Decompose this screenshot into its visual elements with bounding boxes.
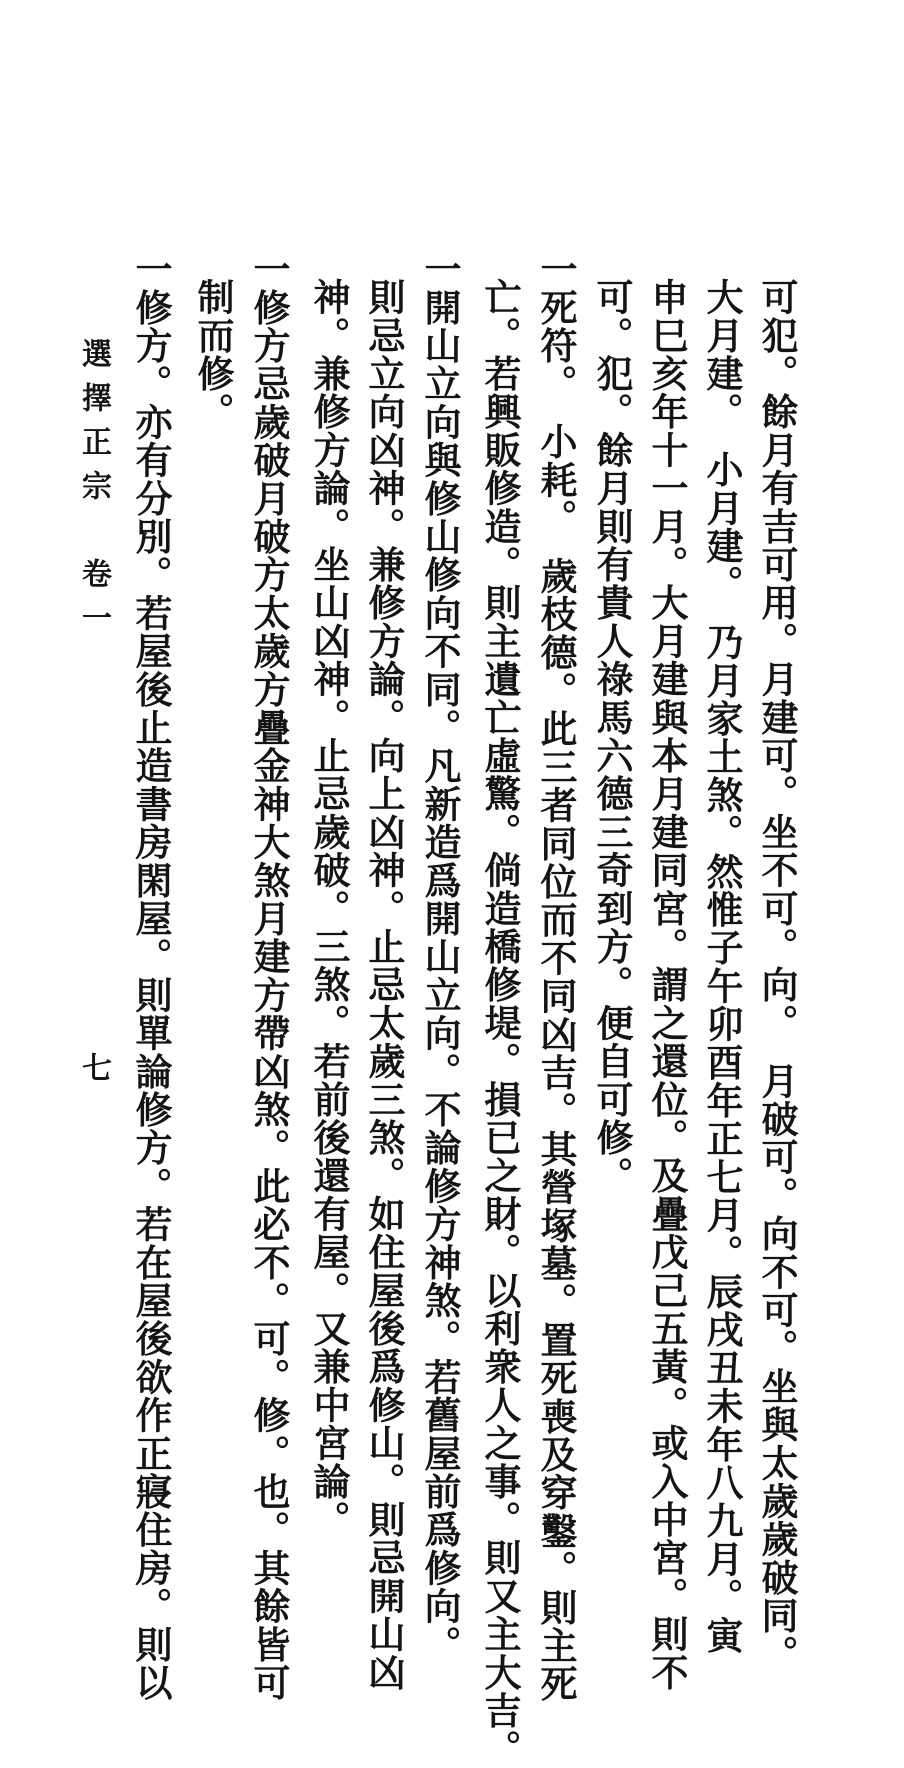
text-column-8: 則忌立向凶神。兼修方論。向上凶神。止忌太歲三煞。如住屋後爲修山。則忌開山凶 xyxy=(362,278,406,1692)
text-column-3: 申巳亥年十一月。大月建與本月建同宮。謂之還位。及疊戊己五黃。或入中宮。則不 xyxy=(645,278,689,1692)
text-column-4: 可。犯。餘月則有貴人祿馬六德三奇到方。便自可修。 xyxy=(590,278,634,1195)
text-column-1: 可犯。餘月有吉可用。月建可。坐不可。向。 月破可。向不可。坐與太歲歲破同。 xyxy=(755,278,799,1673)
text-column-11: 制而修。 xyxy=(191,278,235,431)
text-column-2: 大月建。 小月建。 乃月家土煞。然惟子午卯酉年正七月。辰戌丑未年八九月。寅 xyxy=(700,278,744,1655)
text-column-7: 一開山立向與修山修向不同。凡新造爲開山立向。不論修方神煞。若舊屋前爲修向。 xyxy=(418,250,462,1664)
text-column-9: 神。兼修方論。坐山凶神。止忌歲破。三煞。若前後還有屋。又兼中宮論。 xyxy=(307,278,351,1539)
text-column-6: 亡。若興販修造。則主遺亡虛驚。倘造橋修堤。損已之財。以利衆人之事。則又主大吉。 xyxy=(478,278,522,1768)
page-number: 七 xyxy=(76,1052,111,1082)
text-column-10: 一修方忌歲破月破方太歲方疊金神大煞月建方帶凶煞。此必不。可。修。也。其餘皆可 xyxy=(247,250,291,1702)
running-title: 選擇正宗 卷一 xyxy=(76,338,111,646)
text-column-5: 一死符。 小耗。 歲枝德。此三者同位而不同凶吉。其營塚墓。置死喪及穿鑿。則主死 xyxy=(534,250,578,1703)
text-column-12: 一修方。亦有分別。若屋後止造書房閑屋。則單論修方。若在屋後欲作正寢住房。則以 xyxy=(129,250,173,1702)
